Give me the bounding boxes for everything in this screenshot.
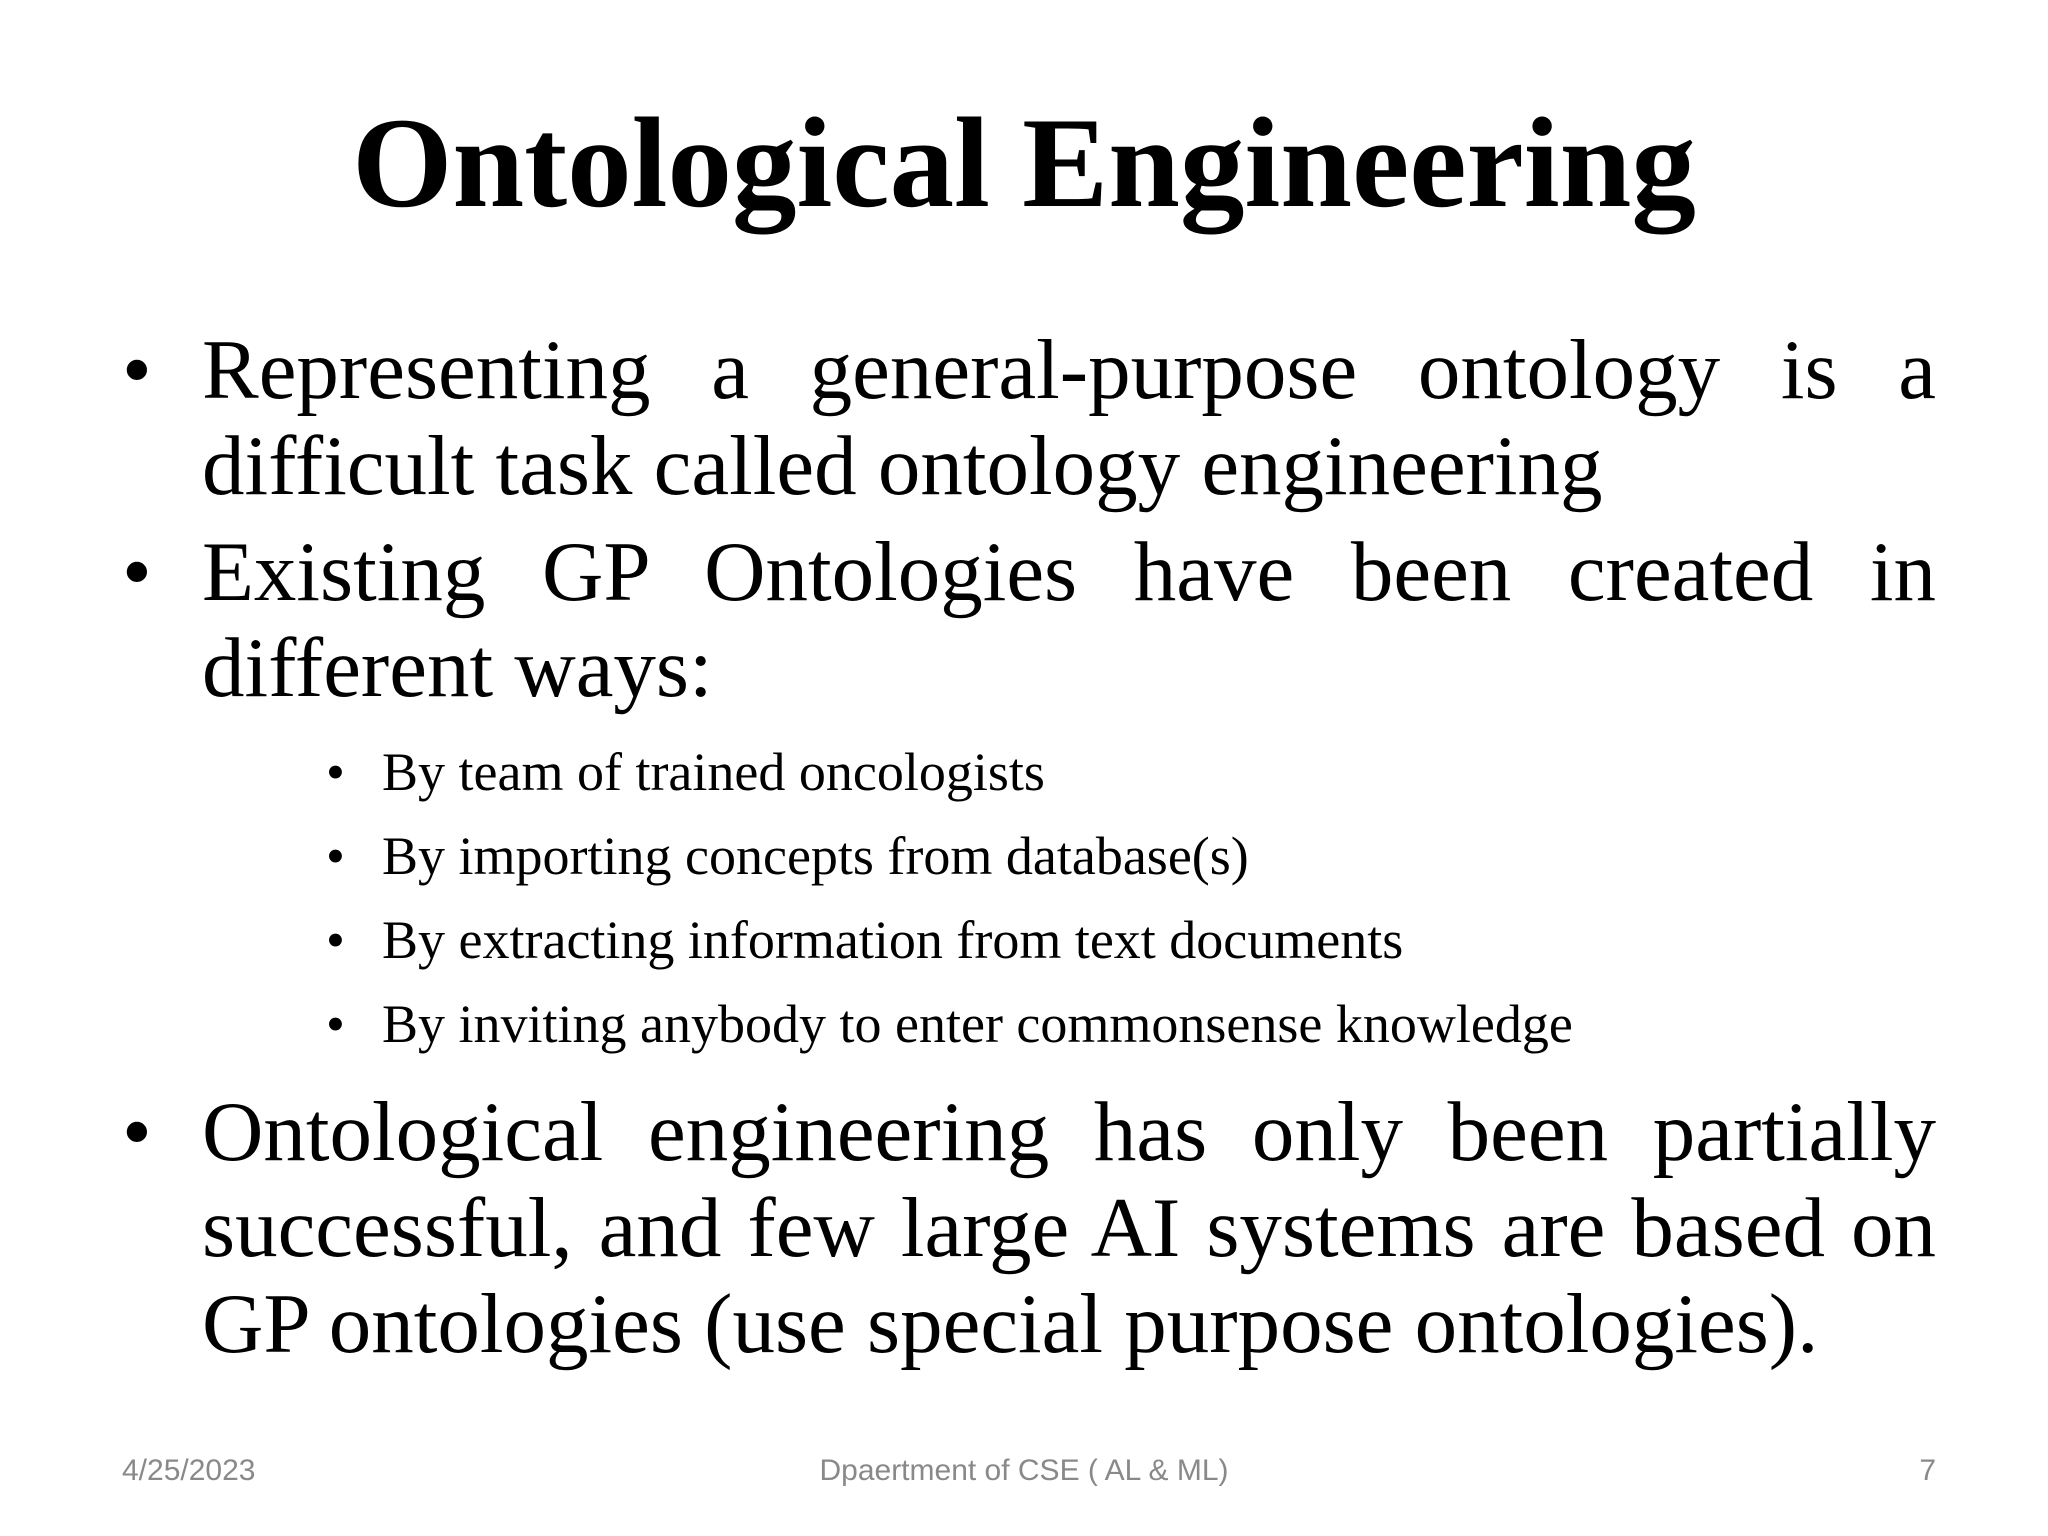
sub-bullet-item (122, 898, 1936, 982)
slide-title: Ontological Engineering (352, 91, 1696, 234)
footer-date: 4/25/2023 (122, 1454, 256, 1487)
sub-bullet-item (122, 814, 1936, 898)
sub-bullet-marker: • (326, 910, 345, 970)
sub-bullet-text: By importing concepts from database(s) (382, 826, 1249, 886)
sub-bullet-text: By inviting anybody to enter commonsense knowledge (382, 994, 1573, 1054)
footer-page-number: 7 (1919, 1454, 1936, 1487)
bullet-marker: • (122, 525, 152, 619)
sub-bullet-text: By team of trained oncologists (382, 742, 1045, 802)
bullet-item (122, 1084, 1936, 1372)
footer-department: Dpaertment of CSE ( AL & ML) (819, 1454, 1229, 1487)
sub-bullet-item (122, 730, 1936, 814)
bullet-text: Ontological engineering has only been partially successful, and few large AI systems are based on GP ontologies (use special purpose ontologies). (202, 1085, 1936, 1371)
sub-bullet-marker: • (326, 742, 345, 802)
bullet-marker: • (122, 323, 152, 417)
slide-content (122, 322, 1936, 1382)
bullet-text: Existing GP Ontologies have been created in different ways: (202, 525, 1936, 715)
bullet-item (122, 524, 1936, 716)
sub-bullet-item (122, 982, 1936, 1066)
sub-bullet-text: By extracting information from text documents (382, 910, 1404, 970)
sub-bullet-marker: • (326, 826, 345, 886)
bullet-marker: • (122, 1085, 152, 1179)
sub-bullet-list (122, 730, 1936, 1066)
bullet-text: Representing a general-purpose ontology is a difficult task called ontology engineering (202, 323, 1936, 513)
bullet-item (122, 322, 1936, 514)
sub-bullet-marker: • (326, 994, 345, 1054)
